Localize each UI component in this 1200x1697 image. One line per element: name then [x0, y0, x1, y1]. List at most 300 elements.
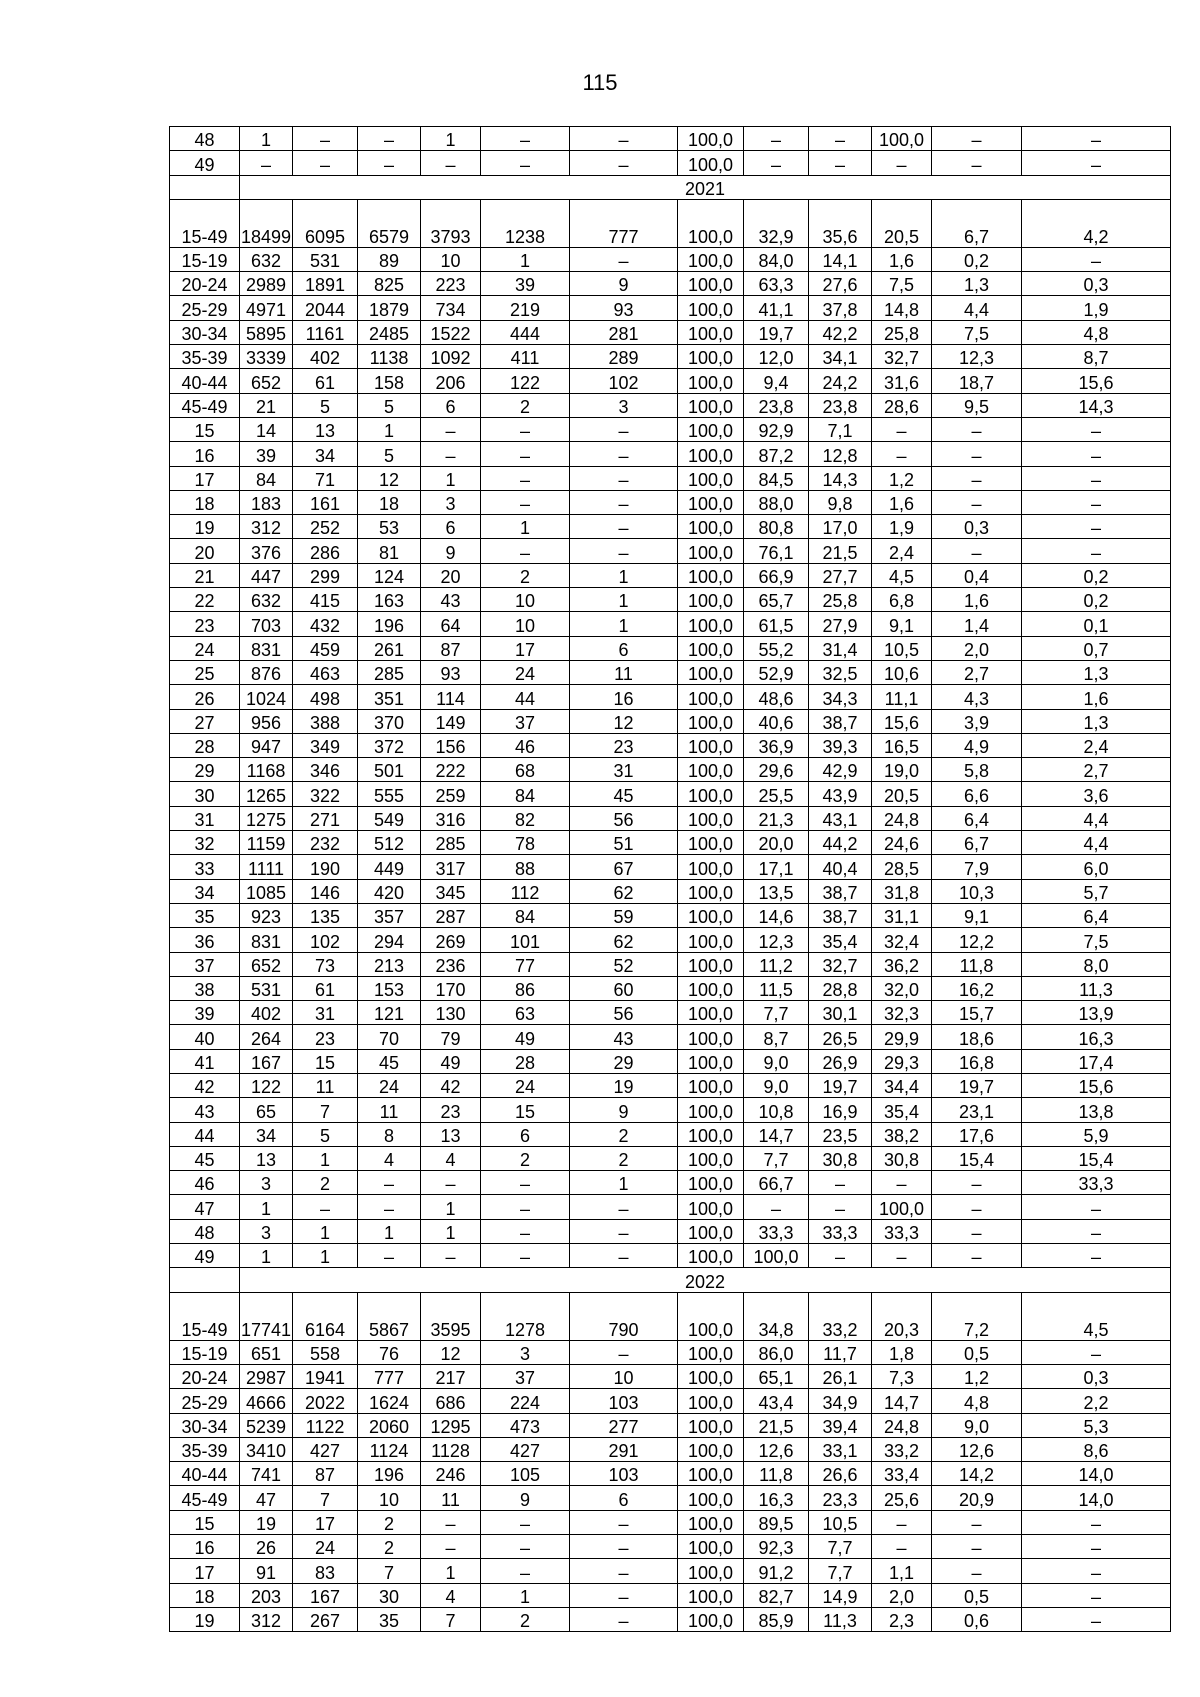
- col-5-cell: 777: [570, 199, 678, 247]
- table-row: [170, 539, 1171, 563]
- pct-4-cell: –: [932, 1510, 1022, 1534]
- pct-2-cell: 7,7: [809, 1535, 872, 1559]
- pct-3-cell: 1,2: [872, 466, 932, 490]
- pct-total-cell: 100,0: [678, 393, 744, 417]
- pct-3-cell: 4,5: [872, 563, 932, 587]
- table-row: [170, 660, 1171, 684]
- col-4-cell: –: [481, 1535, 570, 1559]
- col-3-cell: 156: [421, 733, 481, 757]
- pct-5-cell: –: [1022, 1340, 1171, 1364]
- age-cell: 31: [170, 806, 240, 830]
- pct-1-cell: 20,0: [744, 831, 809, 855]
- pct-total-cell: 100,0: [678, 1559, 744, 1583]
- pct-2-cell: 35,4: [809, 928, 872, 952]
- col-1-cell: 271: [293, 806, 358, 830]
- total-cell: 876: [240, 660, 293, 684]
- col-1-cell: 427: [293, 1437, 358, 1461]
- pct-total-cell: 100,0: [678, 1607, 744, 1631]
- pct-2-cell: 44,2: [809, 831, 872, 855]
- pct-total-cell: 100,0: [678, 296, 744, 320]
- col-2-cell: 1: [358, 1219, 421, 1243]
- col-5-cell: 56: [570, 806, 678, 830]
- col-2-cell: 7: [358, 1559, 421, 1583]
- col-5-cell: 291: [570, 1437, 678, 1461]
- col-3-cell: 285: [421, 831, 481, 855]
- table-row: [170, 709, 1171, 733]
- col-5-cell: –: [570, 1583, 678, 1607]
- pct-4-cell: 12,6: [932, 1437, 1022, 1461]
- age-cell: 16: [170, 442, 240, 466]
- col-3-cell: –: [421, 417, 481, 441]
- col-3-cell: 3: [421, 490, 481, 514]
- col-2-cell: 825: [358, 272, 421, 296]
- col-3-cell: 93: [421, 660, 481, 684]
- total-cell: 2987: [240, 1364, 293, 1388]
- col-2-cell: 449: [358, 855, 421, 879]
- pct-3-cell: 1,6: [872, 490, 932, 514]
- pct-1-cell: 92,9: [744, 417, 809, 441]
- col-1-cell: 346: [293, 758, 358, 782]
- col-2-cell: 196: [358, 1462, 421, 1486]
- age-cell: 20-24: [170, 1364, 240, 1388]
- col-4-cell: 1278: [481, 1292, 570, 1340]
- col-2-cell: 512: [358, 831, 421, 855]
- pct-1-cell: 63,3: [744, 272, 809, 296]
- pct-4-cell: 4,9: [932, 733, 1022, 757]
- pct-2-cell: 30,1: [809, 1001, 872, 1025]
- col-1-cell: 7: [293, 1486, 358, 1510]
- col-5-cell: –: [570, 151, 678, 175]
- pct-1-cell: 9,0: [744, 1073, 809, 1097]
- pct-5-cell: 0,7: [1022, 636, 1171, 660]
- col-5-cell: –: [570, 127, 678, 151]
- age-cell: 45-49: [170, 1486, 240, 1510]
- total-cell: 312: [240, 515, 293, 539]
- col-2-cell: 76: [358, 1340, 421, 1364]
- col-4-cell: 17: [481, 636, 570, 660]
- col-4-cell: 78: [481, 831, 570, 855]
- total-cell: 13: [240, 1146, 293, 1170]
- col-4-cell: 28: [481, 1049, 570, 1073]
- col-4-cell: 101: [481, 928, 570, 952]
- pct-total-cell: 100,0: [678, 1583, 744, 1607]
- col-5-cell: 1: [570, 563, 678, 587]
- col-3-cell: 4: [421, 1146, 481, 1170]
- age-cell: 35-39: [170, 1437, 240, 1461]
- col-3-cell: 3793: [421, 199, 481, 247]
- pct-1-cell: 21,5: [744, 1413, 809, 1437]
- total-cell: 122: [240, 1073, 293, 1097]
- pct-1-cell: 12,6: [744, 1437, 809, 1461]
- pct-2-cell: 38,7: [809, 709, 872, 733]
- pct-2-cell: 42,9: [809, 758, 872, 782]
- pct-5-cell: 5,9: [1022, 1122, 1171, 1146]
- col-4-cell: 427: [481, 1437, 570, 1461]
- pct-1-cell: 16,3: [744, 1486, 809, 1510]
- col-4-cell: 44: [481, 685, 570, 709]
- total-cell: 3410: [240, 1437, 293, 1461]
- col-1-cell: 388: [293, 709, 358, 733]
- pct-2-cell: 26,9: [809, 1049, 872, 1073]
- col-5-cell: 277: [570, 1413, 678, 1437]
- pct-total-cell: 100,0: [678, 515, 744, 539]
- col-1-cell: 11: [293, 1073, 358, 1097]
- pct-3-cell: 10,6: [872, 660, 932, 684]
- pct-4-cell: –: [932, 417, 1022, 441]
- col-2-cell: 1624: [358, 1389, 421, 1413]
- col-4-cell: 37: [481, 1364, 570, 1388]
- total-cell: 39: [240, 442, 293, 466]
- pct-3-cell: 31,6: [872, 369, 932, 393]
- col-1-cell: 61: [293, 976, 358, 1000]
- table-row: [170, 1049, 1171, 1073]
- pct-1-cell: 52,9: [744, 660, 809, 684]
- pct-3-cell: –: [872, 442, 932, 466]
- col-3-cell: 13: [421, 1122, 481, 1146]
- total-cell: 632: [240, 588, 293, 612]
- pct-4-cell: 15,4: [932, 1146, 1022, 1170]
- col-4-cell: 37: [481, 709, 570, 733]
- total-cell: 923: [240, 903, 293, 927]
- col-5-cell: –: [570, 1559, 678, 1583]
- col-4-cell: 2: [481, 393, 570, 417]
- table-row: [170, 1364, 1171, 1388]
- age-cell: 21: [170, 563, 240, 587]
- pct-2-cell: 23,3: [809, 1486, 872, 1510]
- col-1-cell: 87: [293, 1462, 358, 1486]
- pct-total-cell: 100,0: [678, 903, 744, 927]
- pct-1-cell: 10,8: [744, 1098, 809, 1122]
- pct-5-cell: –: [1022, 1244, 1171, 1268]
- age-cell: 15: [170, 417, 240, 441]
- col-4-cell: 112: [481, 879, 570, 903]
- pct-5-cell: 8,6: [1022, 1437, 1171, 1461]
- age-cell: 42: [170, 1073, 240, 1097]
- pct-total-cell: 100,0: [678, 1195, 744, 1219]
- total-cell: 203: [240, 1583, 293, 1607]
- col-4-cell: 68: [481, 758, 570, 782]
- pct-1-cell: 91,2: [744, 1559, 809, 1583]
- col-2-cell: 351: [358, 685, 421, 709]
- pct-5-cell: 0,3: [1022, 1364, 1171, 1388]
- year-label: 2022: [240, 1268, 1171, 1292]
- pct-2-cell: 11,7: [809, 1340, 872, 1364]
- col-3-cell: 6: [421, 515, 481, 539]
- col-5-cell: 29: [570, 1049, 678, 1073]
- year-label: 2021: [240, 175, 1171, 199]
- pct-5-cell: 15,6: [1022, 1073, 1171, 1097]
- pct-total-cell: 100,0: [678, 928, 744, 952]
- table-row: [170, 1244, 1171, 1268]
- pct-4-cell: 16,2: [932, 976, 1022, 1000]
- table-row: [170, 320, 1171, 344]
- pct-2-cell: 33,2: [809, 1292, 872, 1340]
- col-4-cell: 86: [481, 976, 570, 1000]
- table-row: [170, 733, 1171, 757]
- col-2-cell: 2: [358, 1535, 421, 1559]
- age-cell: 40-44: [170, 1462, 240, 1486]
- pct-3-cell: 32,0: [872, 976, 932, 1000]
- table-row: [170, 588, 1171, 612]
- col-1-cell: 558: [293, 1340, 358, 1364]
- pct-2-cell: 31,4: [809, 636, 872, 660]
- col-1-cell: 5: [293, 1122, 358, 1146]
- pct-1-cell: 100,0: [744, 1244, 809, 1268]
- col-2-cell: 1124: [358, 1437, 421, 1461]
- pct-1-cell: 65,7: [744, 588, 809, 612]
- total-cell: 4666: [240, 1389, 293, 1413]
- pct-5-cell: 4,4: [1022, 831, 1171, 855]
- table-row: [170, 1462, 1171, 1486]
- col-3-cell: –: [421, 1535, 481, 1559]
- col-4-cell: 3: [481, 1340, 570, 1364]
- col-5-cell: –: [570, 1340, 678, 1364]
- total-cell: 831: [240, 636, 293, 660]
- col-5-cell: 31: [570, 758, 678, 782]
- col-3-cell: 20: [421, 563, 481, 587]
- col-5-cell: 9: [570, 272, 678, 296]
- pct-4-cell: 6,7: [932, 831, 1022, 855]
- col-1-cell: 432: [293, 612, 358, 636]
- pct-3-cell: –: [872, 151, 932, 175]
- pct-2-cell: –: [809, 151, 872, 175]
- col-2-cell: –: [358, 1244, 421, 1268]
- total-cell: 447: [240, 563, 293, 587]
- col-1-cell: 34: [293, 442, 358, 466]
- pct-3-cell: 1,6: [872, 247, 932, 271]
- col-2-cell: 18: [358, 490, 421, 514]
- col-1-cell: 2: [293, 1171, 358, 1195]
- col-5-cell: 289: [570, 345, 678, 369]
- pct-3-cell: 30,8: [872, 1146, 932, 1170]
- col-3-cell: 64: [421, 612, 481, 636]
- pct-1-cell: 9,0: [744, 1049, 809, 1073]
- year-row-spacer: [170, 175, 240, 199]
- age-cell: 38: [170, 976, 240, 1000]
- pct-1-cell: 34,8: [744, 1292, 809, 1340]
- col-3-cell: 1: [421, 1559, 481, 1583]
- age-cell: 15: [170, 1510, 240, 1534]
- pct-2-cell: 43,1: [809, 806, 872, 830]
- pct-total-cell: 100,0: [678, 369, 744, 393]
- pct-5-cell: 5,3: [1022, 1413, 1171, 1437]
- pct-5-cell: –: [1022, 127, 1171, 151]
- pct-total-cell: 100,0: [678, 636, 744, 660]
- col-5-cell: 9: [570, 1098, 678, 1122]
- total-cell: 312: [240, 1607, 293, 1631]
- col-3-cell: 345: [421, 879, 481, 903]
- pct-5-cell: 2,2: [1022, 1389, 1171, 1413]
- pct-2-cell: 9,8: [809, 490, 872, 514]
- table-row: [170, 976, 1171, 1000]
- pct-4-cell: –: [932, 442, 1022, 466]
- total-cell: 3: [240, 1171, 293, 1195]
- col-1-cell: 1: [293, 1244, 358, 1268]
- col-1-cell: 463: [293, 660, 358, 684]
- col-3-cell: –: [421, 151, 481, 175]
- total-cell: 14: [240, 417, 293, 441]
- table-row: [170, 1340, 1171, 1364]
- total-cell: 651: [240, 1340, 293, 1364]
- pct-3-cell: –: [872, 417, 932, 441]
- age-cell: 49: [170, 1244, 240, 1268]
- age-cell: 22: [170, 588, 240, 612]
- pct-1-cell: 7,7: [744, 1001, 809, 1025]
- pct-2-cell: 32,5: [809, 660, 872, 684]
- table-row: [170, 247, 1171, 271]
- col-1-cell: 531: [293, 247, 358, 271]
- pct-5-cell: –: [1022, 151, 1171, 175]
- col-2-cell: –: [358, 127, 421, 151]
- pct-5-cell: –: [1022, 490, 1171, 514]
- col-1-cell: 7: [293, 1098, 358, 1122]
- pct-4-cell: –: [932, 151, 1022, 175]
- total-value-wrapped: 18499: [240, 226, 292, 247]
- pct-5-cell: 1,9: [1022, 296, 1171, 320]
- pct-4-cell: 9,1: [932, 903, 1022, 927]
- col-2-cell: 70: [358, 1025, 421, 1049]
- col-5-cell: 93: [570, 296, 678, 320]
- total-cell: 1085: [240, 879, 293, 903]
- col-1-cell: 6164: [293, 1292, 358, 1340]
- pct-4-cell: –: [932, 490, 1022, 514]
- pct-total-cell: 100,0: [678, 1098, 744, 1122]
- age-cell: 30-34: [170, 320, 240, 344]
- col-2-cell: 89: [358, 247, 421, 271]
- table-row: [170, 903, 1171, 927]
- pct-3-cell: 2,3: [872, 1607, 932, 1631]
- col-1-cell: 31: [293, 1001, 358, 1025]
- total-cell: 1265: [240, 782, 293, 806]
- pct-1-cell: 23,8: [744, 393, 809, 417]
- age-cell: 33: [170, 855, 240, 879]
- col-1-cell: 498: [293, 685, 358, 709]
- pct-1-cell: 11,2: [744, 952, 809, 976]
- table-row: [170, 272, 1171, 296]
- col-3-cell: 287: [421, 903, 481, 927]
- pct-total-cell: 100,0: [678, 1146, 744, 1170]
- pct-4-cell: 16,8: [932, 1049, 1022, 1073]
- pct-4-cell: –: [932, 539, 1022, 563]
- total-cell: 167: [240, 1049, 293, 1073]
- col-5-cell: 6: [570, 1486, 678, 1510]
- pct-1-cell: 17,1: [744, 855, 809, 879]
- col-1-cell: 232: [293, 831, 358, 855]
- pct-2-cell: 19,7: [809, 1073, 872, 1097]
- col-5-cell: –: [570, 1510, 678, 1534]
- col-4-cell: –: [481, 1219, 570, 1243]
- pct-5-cell: 0,1: [1022, 612, 1171, 636]
- table-row: [170, 345, 1171, 369]
- pct-total-cell: 100,0: [678, 1001, 744, 1025]
- pct-total-cell: 100,0: [678, 1486, 744, 1510]
- pct-1-cell: 33,3: [744, 1219, 809, 1243]
- pct-4-cell: 2,7: [932, 660, 1022, 684]
- age-cell: 25: [170, 660, 240, 684]
- col-4-cell: 46: [481, 733, 570, 757]
- col-5-cell: 56: [570, 1001, 678, 1025]
- col-4-cell: 84: [481, 903, 570, 927]
- col-4-cell: 84: [481, 782, 570, 806]
- pct-5-cell: –: [1022, 1607, 1171, 1631]
- table-row: [170, 855, 1171, 879]
- pct-5-cell: –: [1022, 1559, 1171, 1583]
- pct-2-cell: 23,5: [809, 1122, 872, 1146]
- pct-4-cell: 15,7: [932, 1001, 1022, 1025]
- col-5-cell: 3: [570, 393, 678, 417]
- col-2-cell: 555: [358, 782, 421, 806]
- col-5-cell: 62: [570, 879, 678, 903]
- col-2-cell: 121: [358, 1001, 421, 1025]
- pct-total-cell: 100,0: [678, 1364, 744, 1388]
- pct-2-cell: 12,8: [809, 442, 872, 466]
- age-cell: 15-49: [170, 1292, 240, 1340]
- pct-4-cell: 12,2: [932, 928, 1022, 952]
- pct-2-cell: 34,1: [809, 345, 872, 369]
- col-3-cell: 23: [421, 1098, 481, 1122]
- col-5-cell: 19: [570, 1073, 678, 1097]
- pct-4-cell: 7,2: [932, 1292, 1022, 1340]
- col-1-cell: –: [293, 1195, 358, 1219]
- age-cell: 35: [170, 903, 240, 927]
- col-4-cell: 88: [481, 855, 570, 879]
- col-4-cell: 105: [481, 1462, 570, 1486]
- age-cell: 15-19: [170, 1340, 240, 1364]
- pct-1-cell: 7,7: [744, 1146, 809, 1170]
- col-3-cell: 269: [421, 928, 481, 952]
- table-row: [170, 442, 1171, 466]
- table-row: [170, 1122, 1171, 1146]
- pct-total-cell: 100,0: [678, 1244, 744, 1268]
- pct-2-cell: 16,9: [809, 1098, 872, 1122]
- col-2-cell: 549: [358, 806, 421, 830]
- col-4-cell: –: [481, 1510, 570, 1534]
- col-5-cell: 1: [570, 612, 678, 636]
- col-3-cell: 3595: [421, 1292, 481, 1340]
- total-cell: [240, 199, 293, 247]
- pct-3-cell: 24,8: [872, 1413, 932, 1437]
- pct-1-cell: 41,1: [744, 296, 809, 320]
- pct-4-cell: 9,5: [932, 393, 1022, 417]
- col-3-cell: 1: [421, 127, 481, 151]
- pct-4-cell: 4,8: [932, 1389, 1022, 1413]
- pct-total-cell: 100,0: [678, 1171, 744, 1195]
- col-5-cell: –: [570, 515, 678, 539]
- pct-4-cell: 6,4: [932, 806, 1022, 830]
- age-cell: 27: [170, 709, 240, 733]
- pct-3-cell: 34,4: [872, 1073, 932, 1097]
- col-1-cell: –: [293, 151, 358, 175]
- pct-total-cell: 100,0: [678, 612, 744, 636]
- col-5-cell: 62: [570, 928, 678, 952]
- total-cell: 3: [240, 1219, 293, 1243]
- pct-4-cell: 7,9: [932, 855, 1022, 879]
- table-row: [170, 1559, 1171, 1583]
- pct-2-cell: 32,7: [809, 952, 872, 976]
- total-cell: 956: [240, 709, 293, 733]
- pct-total-cell: 100,0: [678, 831, 744, 855]
- pct-4-cell: 4,3: [932, 685, 1022, 709]
- col-2-cell: 6579: [358, 199, 421, 247]
- pct-4-cell: 20,9: [932, 1486, 1022, 1510]
- col-3-cell: –: [421, 442, 481, 466]
- pct-3-cell: 15,6: [872, 709, 932, 733]
- pct-5-cell: 8,7: [1022, 345, 1171, 369]
- pct-3-cell: –: [872, 1244, 932, 1268]
- pct-total-cell: 100,0: [678, 417, 744, 441]
- col-2-cell: –: [358, 1171, 421, 1195]
- table-row: [170, 1146, 1171, 1170]
